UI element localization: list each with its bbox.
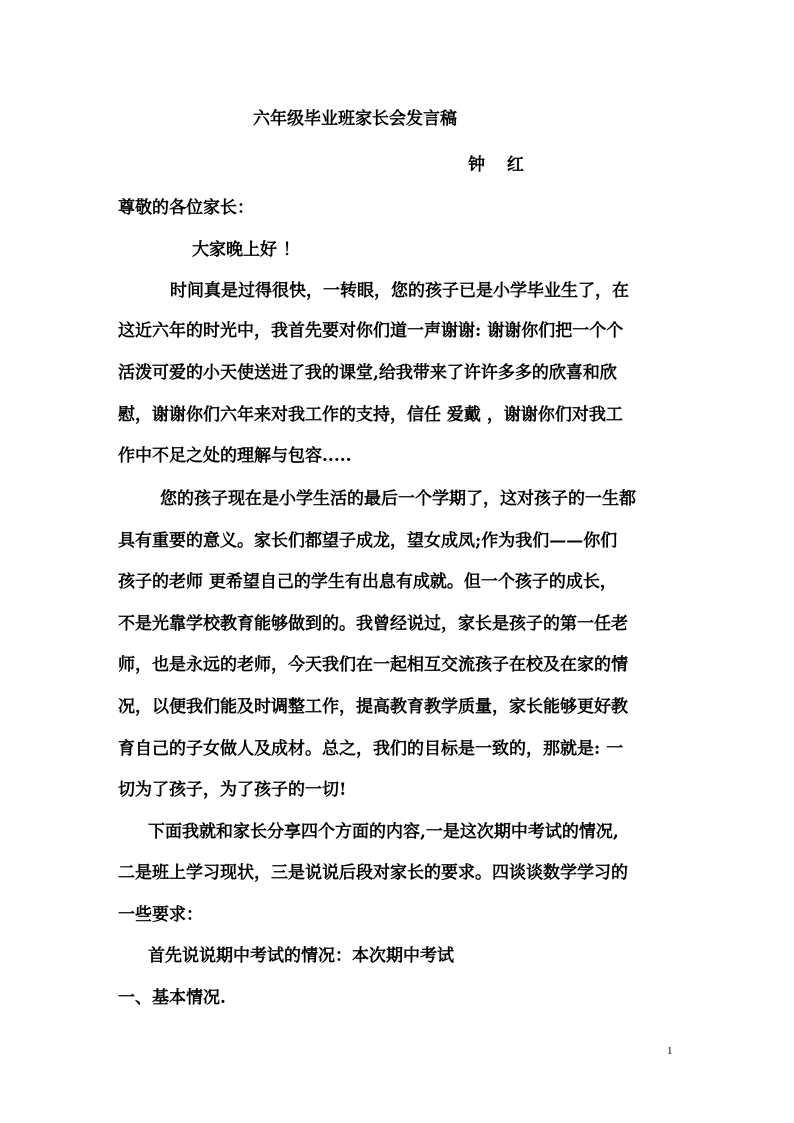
paragraph-line: 育自己的子女做人及成材。总之，我们的目标是一致的，那就是: 一 xyxy=(118,739,624,759)
paragraph-line: 下面我就和家长分享四个方面的内容,一是这次期中考试的情况, xyxy=(148,822,619,842)
paragraph-line: 这近六年的时光中，我首先要对你们道一声谢谢: 谢谢你们把一个个 xyxy=(118,321,624,341)
section-heading: 一、基本情况. xyxy=(118,988,226,1008)
paragraph-line: 况，以便我们能及时调整工作，提高教育教学质量，家长能够更好教 xyxy=(118,697,628,717)
paragraph-line: 切为了孩子，为了孩子的一切! xyxy=(118,780,347,800)
paragraph-line: 慰，谢谢你们六年来对我工作的支持，信任 爱戴 ，谢谢你们对我工 xyxy=(118,405,623,425)
paragraph-line: 二是班上学习现状，三是说说后段对家长的要求。四谈谈数学学习的 xyxy=(118,863,628,883)
paragraph-line: 一些要求： xyxy=(118,905,203,925)
paragraph-line: 不是光靠学校教育能够做到的。我曾经说过，家长是孩子的第一任老 xyxy=(118,614,628,634)
paragraph-line: 时间真是过得很快，一转眼，您的孩子已是小学毕业生了，在 xyxy=(170,281,629,301)
greeting: 大家晚上好 ！ xyxy=(192,240,300,260)
page-number: 1 xyxy=(667,1045,673,1057)
paragraph-line: 您的孩子现在是小学生活的最后一个学期了，这对孩子的一生都 xyxy=(160,489,636,509)
paragraph-line: 作中不足之处的理解与包容..... xyxy=(118,446,352,466)
salutation: 尊敬的各位家长： xyxy=(118,198,254,218)
paragraph-line: 师，也是永远的老师，今天我们在一起相互交流孩子在校及在家的情 xyxy=(118,655,628,675)
author-name: 钟 红 xyxy=(468,155,532,175)
paragraph-line: 具有重要的意义。家长们都望子成龙，望女成凤;作为我们——你们 xyxy=(118,531,618,551)
paragraph-line: 首先说说期中考试的情况：本次期中考试 xyxy=(148,946,454,966)
paragraph-line: 活泼可爱的小天使送进了我的课堂,给我带来了许许多多的欣喜和欣 xyxy=(118,363,617,383)
document-title: 六年级毕业班家长会发言稿 xyxy=(253,109,457,129)
paragraph-line: 孩子的老师 更希望自己的学生有出息有成就。但一个孩子的成长， xyxy=(118,572,617,592)
